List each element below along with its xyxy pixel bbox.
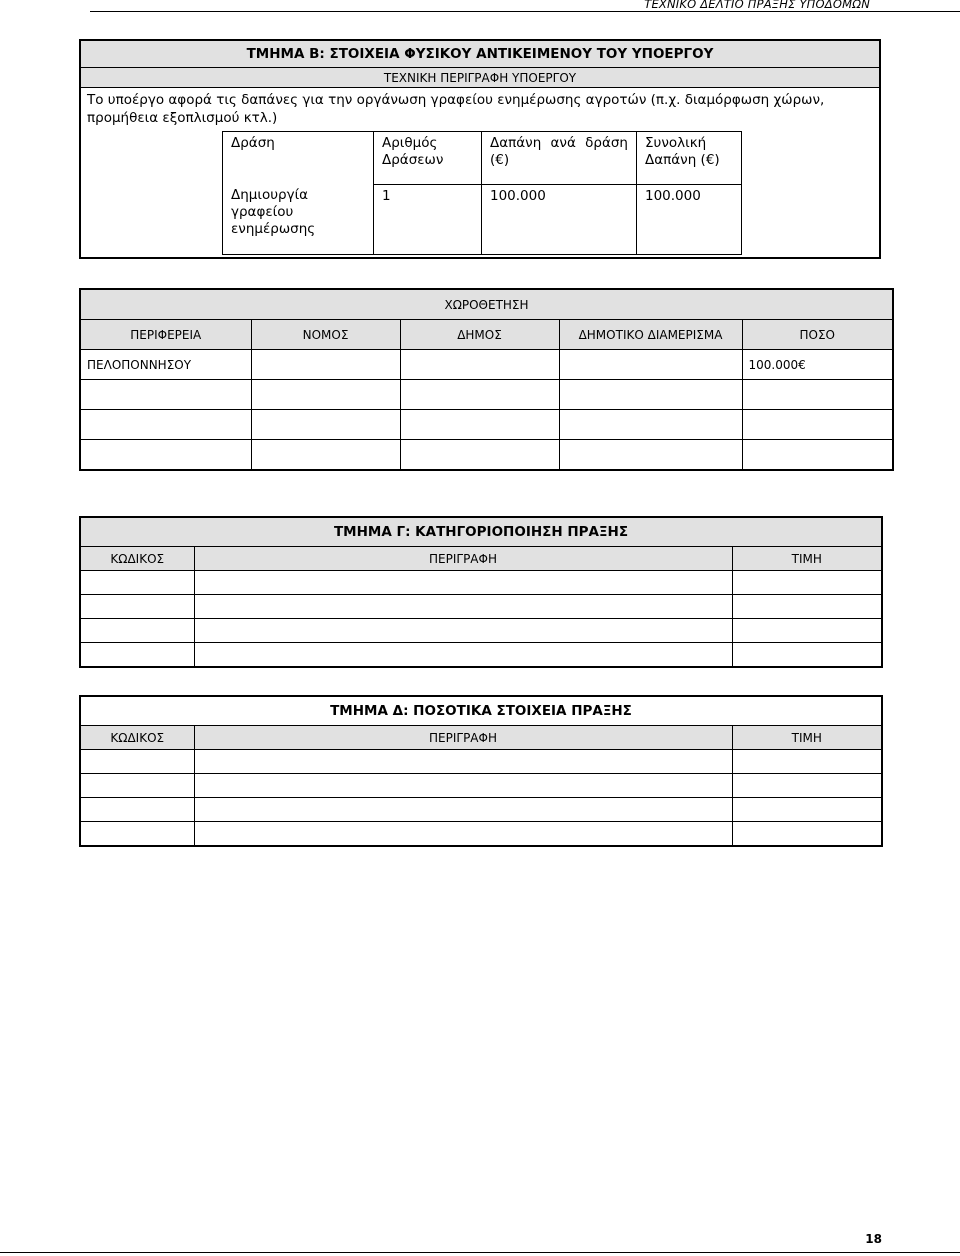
document-header-title: ΤΕΧΝΙΚΟ ΔΕΛΤΙΟ ΠΡΑΞΗΣ ΥΠΟΔΟΜΩΝ <box>644 0 870 11</box>
actions-row-count: 1 <box>374 184 482 255</box>
header-rule <box>90 11 960 12</box>
footer-rule <box>0 1252 960 1253</box>
location-col-district: ΔΗΜΟΤΙΚΟ ΔΙΑΜΕΡΙΣΜΑ <box>559 320 742 350</box>
section-d-col-code: ΚΩΔΙΚΟΣ <box>80 726 194 750</box>
table-row <box>80 774 882 798</box>
location-col-municipality: ΔΗΜΟΣ <box>400 320 559 350</box>
section-g-title: ΤΜΗΜΑ Γ: ΚΑΤΗΓΟΡΙΟΠΟΙΗΣΗ ΠΡΑΞΗΣ <box>80 517 882 547</box>
actions-header-total: Συνολική Δαπάνη (€) <box>637 132 742 185</box>
table-row <box>80 350 893 380</box>
location-cell <box>559 350 742 380</box>
table-row <box>80 643 882 668</box>
location-col-prefecture: ΝΟΜΟΣ <box>251 320 400 350</box>
table-row <box>80 571 882 595</box>
table-row <box>80 822 882 847</box>
location-table <box>79 288 894 471</box>
section-g-col-code: ΚΩΔΙΚΟΣ <box>80 547 194 571</box>
table-row <box>80 750 882 774</box>
section-d-col-description: ΠΕΡΙΓΡΑΦΗ <box>194 726 732 750</box>
location-col-amount: ΠΟΣΟ <box>742 320 893 350</box>
table-row <box>80 595 882 619</box>
cost-header-word2: ανά <box>550 135 576 151</box>
actions-table <box>222 131 742 255</box>
section-d-col-value: ΤΙΜΗ <box>732 726 882 750</box>
table-row <box>80 619 882 643</box>
actions-header-action: Δράση <box>223 132 374 185</box>
cost-header-word1: Δαπάνη <box>490 135 542 151</box>
table-row <box>80 380 893 410</box>
actions-row-action: Δημιουργία γραφείου ενημέρωσης <box>223 184 374 255</box>
location-cell <box>400 350 559 380</box>
location-col-region: ΠΕΡΙΦΕΡΕΙΑ <box>80 320 251 350</box>
table-row <box>80 798 882 822</box>
cost-header-word3: δράση <box>585 135 628 151</box>
page-number: 18 <box>865 1232 882 1246</box>
location-cell <box>251 350 400 380</box>
cost-header-unit: (€) <box>490 152 510 168</box>
section-b-subtitle: ΤΕΧΝΙΚΗ ΠΕΡΙΓΡΑΦΗ ΥΠΟΕΡΓΟΥ <box>80 68 880 88</box>
section-d-table <box>79 695 883 847</box>
section-g-col-value: ΤΙΜΗ <box>732 547 882 571</box>
location-title: ΧΩΡΟΘΕΤΗΣΗ <box>80 289 893 320</box>
actions-row-total: 100.000 <box>637 184 742 255</box>
section-d-title: ΤΜΗΜΑ Δ: ΠΟΣΟΤΙΚΑ ΣΤΟΙΧΕΙΑ ΠΡΑΞΗΣ <box>80 696 882 726</box>
location-cell: 100.000€ <box>742 350 893 380</box>
section-b-description: Το υποέργο αφορά τις δαπάνες για την οργάνωση γραφείου ενημέρωσης αγροτών (π.χ. διαμόρφωση χώρων, προμήθεια εξοπλισμού κτλ.) <box>80 88 880 132</box>
actions-row-cost: 100.000 <box>482 184 637 255</box>
location-cell: ΠΕΛΟΠΟΝΝΗΣΟΥ <box>80 350 251 380</box>
section-g-col-description: ΠΕΡΙΓΡΑΦΗ <box>194 547 732 571</box>
section-b-table <box>79 39 881 259</box>
actions-header-count: Αριθμός Δράσεων <box>374 132 482 185</box>
section-g-table <box>79 516 883 668</box>
actions-header-cost <box>482 132 637 185</box>
table-row <box>80 410 893 440</box>
table-row <box>80 440 893 471</box>
section-b-title: ΤΜΗΜΑ Β: ΣΤΟΙΧΕΙΑ ΦΥΣΙΚΟΥ ΑΝΤΙΚΕΙΜΕΝΟΥ ΤΟΥ ΥΠΟΕΡΓΟΥ <box>80 40 880 68</box>
